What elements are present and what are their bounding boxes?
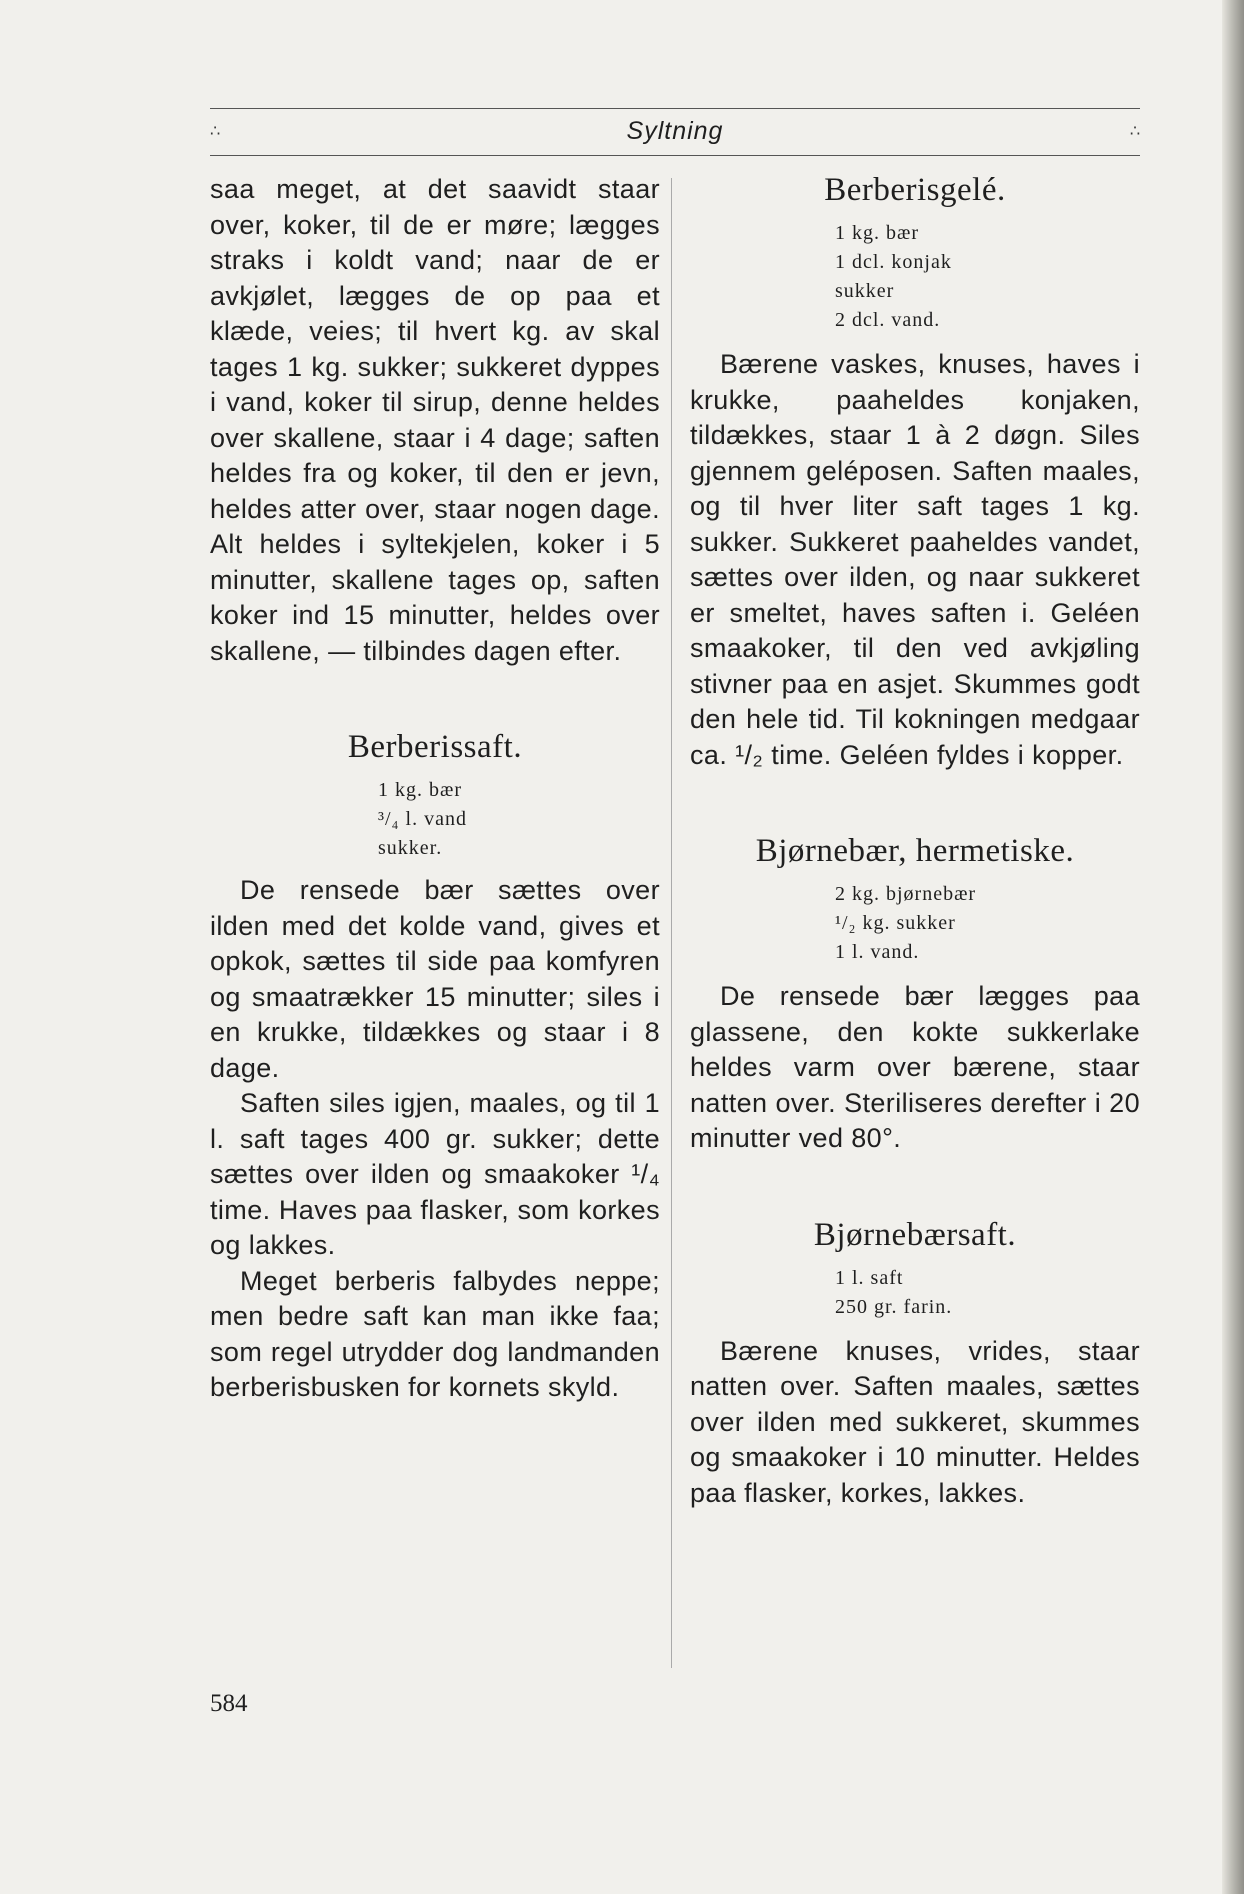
ingredient: 2 kg. bjørnebær: [835, 883, 977, 905]
page-number: 584: [210, 1690, 248, 1717]
ingredient: 1 l. vand.: [835, 941, 920, 963]
recipe-paragraph: Saften siles igjen, maales, og til 1 l. saft tages 400 gr. sukker; dette sættes over ilden og smaakoker ¹/₄ time. Haves paa flasker, som korkes og lakkes.: [210, 1088, 660, 1260]
ingredient: 250 gr. farin.: [835, 1295, 953, 1318]
ingredient: 1 kg. bær: [378, 779, 462, 801]
continued-text: saa meget, at det saavidt staar over, koker, til de er møre; lægges straks i koldt vand; naar de er avkjølet, lægges de op paa et klæde, veies; til hvert kg. av skal tages 1 kg. sukker; sukkeret dyppes i vand, koker til sirup, denne heldes over skallene, staar i 4 dage; saften heldes fra og koker, til den er jevn, heldes atter over, staar nogen dage. Alt heldes i syltekjelen, koker i 5 minutter, skallene tages op, saften koker ind 15 minutter, heldes over skallene, — tilbindes dagen efter.: [210, 174, 660, 666]
recipe-title-berberisgele: Berberisgelé.: [824, 172, 1006, 208]
ingredient: ¹/₂ kg. sukker: [835, 912, 956, 934]
book-spine: [1222, 0, 1244, 1894]
ingredient-list: [835, 219, 1140, 335]
ingredient: ³/₄ l. vand: [378, 808, 467, 830]
ingredient: 1 kg. bær: [835, 222, 919, 244]
recipe-paragraph: De rensede bær lægges paa glassene, den kokte sukkerlake heldes varm over bærene, staar natten over. Steriliseres derefter i 20 minutter ved 80°.: [690, 981, 1140, 1153]
right-column: [690, 172, 1140, 1511]
running-header: [210, 108, 1140, 156]
recipe-paragraph: De rensede bær sættes over ilden med det kolde vand, gives et opkok, sættes til side paa komfyren og smaatrækker 15 minutter; siles i en krukke, tildækkes og staar i 8 dage.: [210, 875, 660, 1083]
running-header-title: Syltning: [626, 117, 724, 145]
left-column: [210, 172, 660, 1406]
ingredient: 1 dcl. konjak: [835, 251, 952, 273]
ingredient-list: [835, 1264, 1140, 1322]
recipe-title-berberissaft: Berberissaft.: [347, 729, 523, 765]
ornament-right-icon: ∴: [1129, 121, 1140, 140]
ingredient-list: [378, 776, 660, 863]
recipe-title-bjornebaer-hermetiske: Bjørnebær, hermetiske.: [755, 833, 1075, 869]
recipe-paragraph: Bærene knuses, vrides, staar natten over. Saften maales, sættes over ilden med sukkeret, skummes og smaakoker i 10 minutter. Heldes paa flasker, korkes, lakkes.: [690, 1335, 1140, 1508]
recipe-paragraph: Bærene vaskes, knuses, haves i krukke, paaheldes konjaken, tildækkes, staar 1 à 2 døgn. Siles gjennem geléposen. Saften maales, og til hver liter saft tages 1 kg. sukker. Sukkeret paaheldes vandet, sættes over ilden, og naar sukkeret er smeltet, haves saften i. Geléen smaakoker, til den ved avkjøling stivner paa en asjet. Skummes godt den hele tid. Til kokningen medgaar ca. ¹/₂ time. Geléen fyldes i kopper.: [690, 349, 1140, 770]
ingredient: 2 dcl. vand.: [835, 309, 941, 331]
ingredient: sukker.: [378, 837, 443, 859]
ingredient: sukker: [835, 280, 895, 302]
ingredient-list: [835, 880, 1140, 967]
ingredient: 1 l. saft: [835, 1266, 904, 1289]
recipe-title-bjornebaersaft: Bjørnebærsaft.: [813, 1216, 1017, 1253]
column-divider: [671, 178, 672, 1668]
ornament-left-icon: ∴: [210, 121, 221, 140]
recipe-paragraph: Meget berberis falbydes neppe; men bedre saft kan man ikke faa; som regel utrydder dog landmanden berberisbusken for kornets skyld.: [210, 1265, 660, 1402]
